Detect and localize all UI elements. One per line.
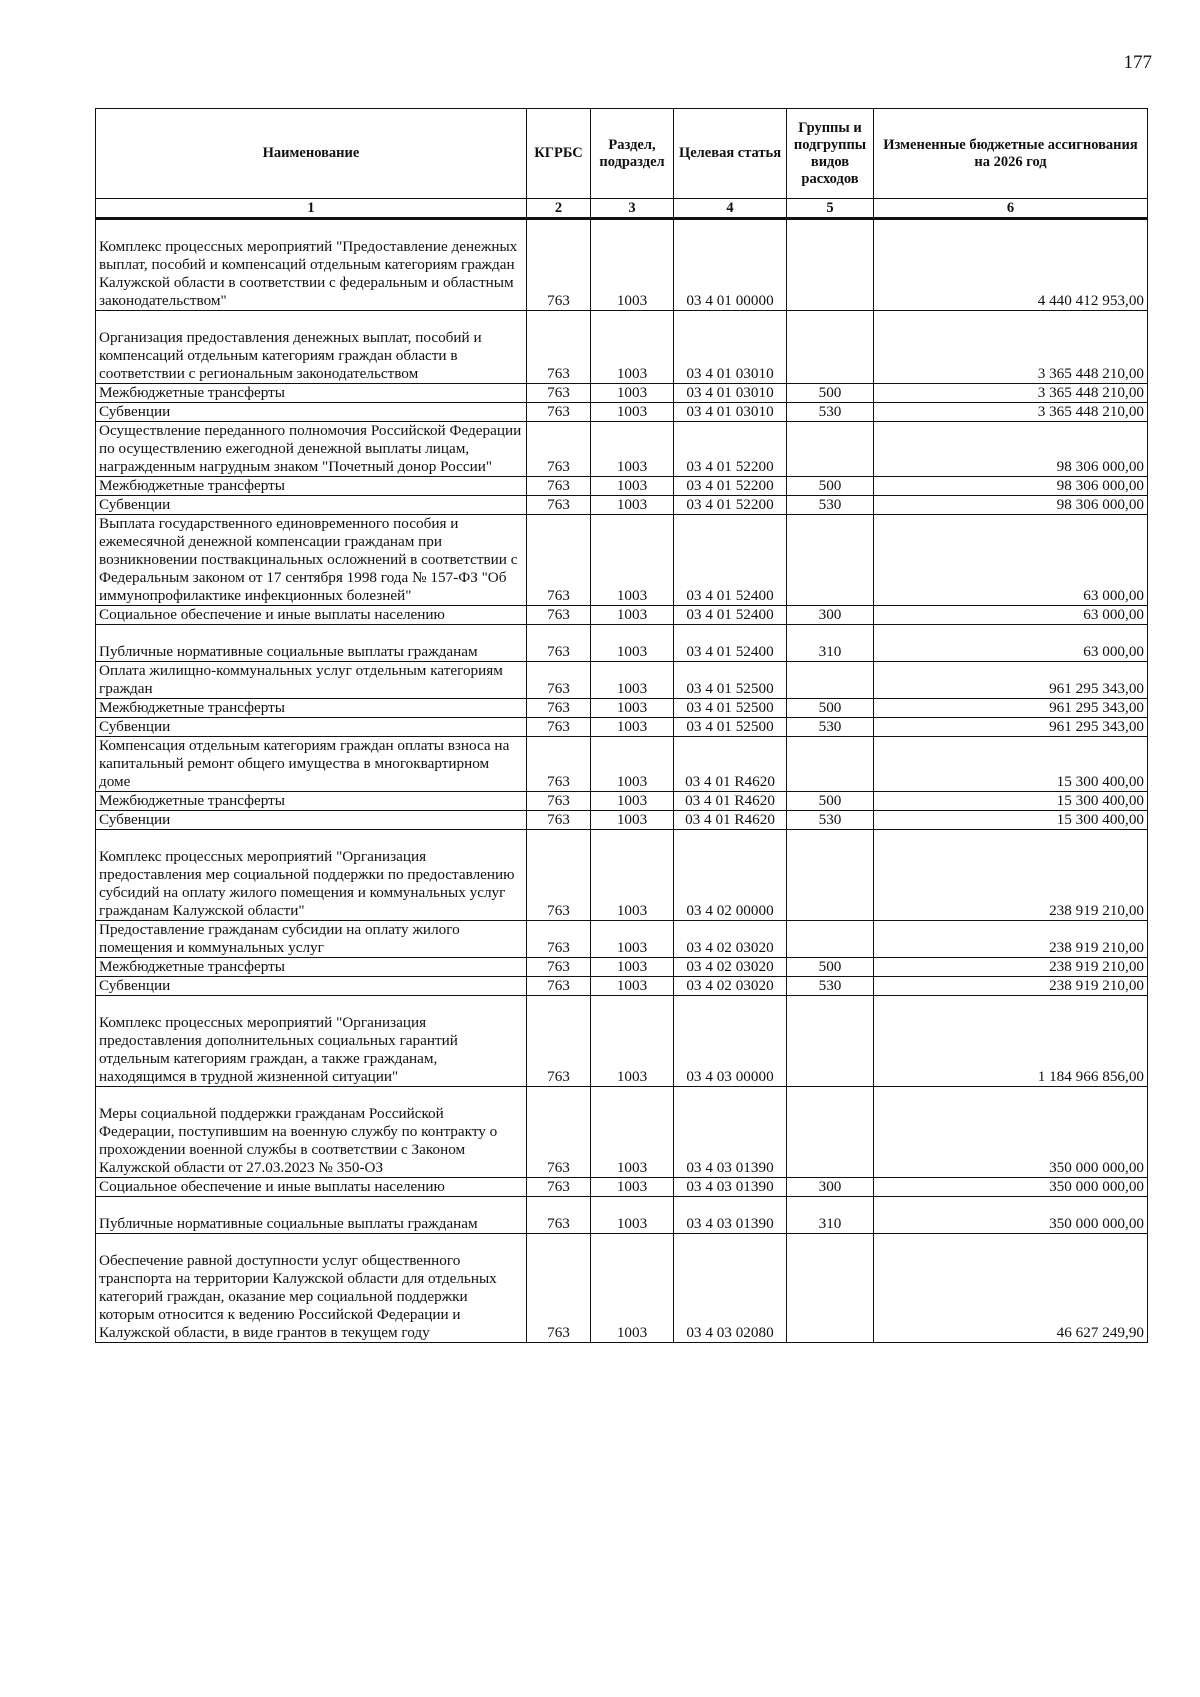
row-amount: 238 919 210,00 xyxy=(874,958,1148,977)
row-name: Субвенции xyxy=(96,496,527,515)
row-expense-group xyxy=(787,996,874,1087)
row-name: Компенсация отдельным категориям граждан оплаты взноса на капитальный ремонт общего имущества в многоквартирном доме xyxy=(96,737,527,792)
row-name: Комплекс процессных мероприятий "Организация предоставления мер социальной поддержки по предоставлению субсидий на оплату жилого помещения и коммунальных услуг гражданам Калужской области" xyxy=(96,830,527,921)
row-section: 1003 xyxy=(591,496,674,515)
row-target-article: 03 4 02 03020 xyxy=(674,921,787,958)
row-kgrbs: 763 xyxy=(527,718,591,737)
table-row xyxy=(96,958,1148,977)
row-amount: 350 000 000,00 xyxy=(874,1197,1148,1234)
row-name: Меры социальной поддержки гражданам Российской Федерации, поступившим на военную службу по контракту о прохождении военной службы в соответствии с Законом Калужской области от 27.03.2023 № 350-ОЗ xyxy=(96,1087,527,1178)
row-name: Комплекс процессных мероприятий "Организация предоставления дополнительных социальных гарантий отдельным категориям граждан, а также гражданам, находящимся в трудной жизненной ситуации" xyxy=(96,996,527,1087)
row-name: Оплата жилищно-коммунальных услуг отдельным категориям граждан xyxy=(96,662,527,699)
row-name: Комплекс процессных мероприятий "Предоставление денежных выплат, пособий и компенсаций отдельным категориям граждан Калужской области в соответствии с федеральным и областным законодательством" xyxy=(96,219,527,311)
row-name: Субвенции xyxy=(96,977,527,996)
row-target-article: 03 4 02 03020 xyxy=(674,958,787,977)
row-amount: 63 000,00 xyxy=(874,515,1148,606)
row-kgrbs: 763 xyxy=(527,219,591,311)
row-section: 1003 xyxy=(591,1087,674,1178)
table-row xyxy=(96,792,1148,811)
row-target-article: 03 4 03 01390 xyxy=(674,1178,787,1197)
row-name: Межбюджетные трансферты xyxy=(96,792,527,811)
page-number: 177 xyxy=(1123,52,1152,73)
table-row xyxy=(96,1087,1148,1178)
row-kgrbs: 763 xyxy=(527,403,591,422)
row-name: Субвенции xyxy=(96,811,527,830)
row-name: Межбюджетные трансферты xyxy=(96,958,527,977)
row-section: 1003 xyxy=(591,792,674,811)
row-name: Межбюджетные трансферты xyxy=(96,477,527,496)
table-row xyxy=(96,921,1148,958)
row-target-article: 03 4 02 00000 xyxy=(674,830,787,921)
row-section: 1003 xyxy=(591,311,674,384)
row-name: Публичные нормативные социальные выплаты гражданам xyxy=(96,1197,527,1234)
row-expense-group xyxy=(787,1234,874,1343)
row-section: 1003 xyxy=(591,718,674,737)
row-target-article: 03 4 01 52400 xyxy=(674,625,787,662)
row-section: 1003 xyxy=(591,422,674,477)
row-target-article: 03 4 02 03020 xyxy=(674,977,787,996)
column-number-row xyxy=(96,199,1148,219)
header-section: Раздел, подраздел xyxy=(591,109,674,199)
column-number: 5 xyxy=(787,199,874,219)
table-row xyxy=(96,699,1148,718)
row-amount: 961 295 343,00 xyxy=(874,699,1148,718)
row-expense-group: 500 xyxy=(787,384,874,403)
row-kgrbs: 763 xyxy=(527,1234,591,1343)
row-amount: 238 919 210,00 xyxy=(874,977,1148,996)
row-kgrbs: 763 xyxy=(527,1178,591,1197)
table-row xyxy=(96,515,1148,606)
header-kgrbs: КГРБС xyxy=(527,109,591,199)
row-target-article: 03 4 03 02080 xyxy=(674,1234,787,1343)
row-kgrbs: 763 xyxy=(527,737,591,792)
table-row xyxy=(96,403,1148,422)
row-target-article: 03 4 01 R4620 xyxy=(674,792,787,811)
row-amount: 15 300 400,00 xyxy=(874,811,1148,830)
row-expense-group xyxy=(787,422,874,477)
row-name: Выплата государственного единовременного пособия и ежемесячной денежной компенсации гражданам при возникновении поствакцинальных осложнений в соответствии с Федеральным законом от 17 сентября 1998 года № 157-ФЗ "Об иммунопрофилактике инфекционных болезней" xyxy=(96,515,527,606)
row-amount: 350 000 000,00 xyxy=(874,1178,1148,1197)
row-target-article: 03 4 01 52200 xyxy=(674,422,787,477)
row-amount: 98 306 000,00 xyxy=(874,496,1148,515)
table-row xyxy=(96,1178,1148,1197)
row-expense-group xyxy=(787,921,874,958)
row-section: 1003 xyxy=(591,477,674,496)
table-row xyxy=(96,496,1148,515)
column-number: 4 xyxy=(674,199,787,219)
column-number: 2 xyxy=(527,199,591,219)
row-amount: 3 365 448 210,00 xyxy=(874,403,1148,422)
row-kgrbs: 763 xyxy=(527,1087,591,1178)
row-expense-group xyxy=(787,662,874,699)
row-amount: 3 365 448 210,00 xyxy=(874,311,1148,384)
row-kgrbs: 763 xyxy=(527,977,591,996)
row-expense-group: 310 xyxy=(787,1197,874,1234)
row-name: Организация предоставления денежных выплат, пособий и компенсаций отдельным категориям граждан области в соответствии с региональным законодательством xyxy=(96,311,527,384)
row-name: Публичные нормативные социальные выплаты гражданам xyxy=(96,625,527,662)
column-number: 6 xyxy=(874,199,1148,219)
row-name: Межбюджетные трансферты xyxy=(96,384,527,403)
table-row xyxy=(96,718,1148,737)
row-kgrbs: 763 xyxy=(527,662,591,699)
row-section: 1003 xyxy=(591,996,674,1087)
row-expense-group xyxy=(787,515,874,606)
row-kgrbs: 763 xyxy=(527,996,591,1087)
row-name: Предоставление гражданам субсидии на оплату жилого помещения и коммунальных услуг xyxy=(96,921,527,958)
row-expense-group: 530 xyxy=(787,811,874,830)
row-section: 1003 xyxy=(591,515,674,606)
row-name: Осуществление переданного полномочия Российской Федерации по осуществлению ежегодной денежной выплаты лицам, награжденным нагрудным знаком "Почетный донор России" xyxy=(96,422,527,477)
row-section: 1003 xyxy=(591,625,674,662)
row-section: 1003 xyxy=(591,1178,674,1197)
row-name: Социальное обеспечение и иные выплаты населению xyxy=(96,606,527,625)
row-kgrbs: 763 xyxy=(527,515,591,606)
budget-table xyxy=(95,108,1148,1343)
row-expense-group: 500 xyxy=(787,792,874,811)
row-kgrbs: 763 xyxy=(527,699,591,718)
row-name: Межбюджетные трансферты xyxy=(96,699,527,718)
row-amount: 961 295 343,00 xyxy=(874,718,1148,737)
table-row xyxy=(96,996,1148,1087)
row-section: 1003 xyxy=(591,811,674,830)
table-row xyxy=(96,662,1148,699)
table-row xyxy=(96,422,1148,477)
row-expense-group xyxy=(787,830,874,921)
row-section: 1003 xyxy=(591,958,674,977)
row-expense-group: 530 xyxy=(787,977,874,996)
row-target-article: 03 4 03 01390 xyxy=(674,1197,787,1234)
row-expense-group: 310 xyxy=(787,625,874,662)
row-amount: 238 919 210,00 xyxy=(874,830,1148,921)
row-target-article: 03 4 01 R4620 xyxy=(674,737,787,792)
table-row xyxy=(96,977,1148,996)
row-kgrbs: 763 xyxy=(527,792,591,811)
row-section: 1003 xyxy=(591,219,674,311)
row-section: 1003 xyxy=(591,830,674,921)
row-amount: 46 627 249,90 xyxy=(874,1234,1148,1343)
row-amount: 15 300 400,00 xyxy=(874,737,1148,792)
row-amount: 350 000 000,00 xyxy=(874,1087,1148,1178)
table-row xyxy=(96,830,1148,921)
row-kgrbs: 763 xyxy=(527,811,591,830)
row-kgrbs: 763 xyxy=(527,1197,591,1234)
row-section: 1003 xyxy=(591,662,674,699)
row-expense-group: 500 xyxy=(787,699,874,718)
row-target-article: 03 4 01 52500 xyxy=(674,718,787,737)
row-target-article: 03 4 01 52500 xyxy=(674,662,787,699)
row-section: 1003 xyxy=(591,977,674,996)
row-section: 1003 xyxy=(591,699,674,718)
row-expense-group: 300 xyxy=(787,606,874,625)
table-row xyxy=(96,1234,1148,1343)
row-kgrbs: 763 xyxy=(527,422,591,477)
row-amount: 3 365 448 210,00 xyxy=(874,384,1148,403)
row-target-article: 03 4 01 52400 xyxy=(674,515,787,606)
row-amount: 63 000,00 xyxy=(874,625,1148,662)
table-row xyxy=(96,625,1148,662)
header-group: Группы и подгруппы видов расходов xyxy=(787,109,874,199)
row-kgrbs: 763 xyxy=(527,496,591,515)
header-amount: Измененные бюджетные ассигнования на 2026 год xyxy=(874,109,1148,199)
row-amount: 15 300 400,00 xyxy=(874,792,1148,811)
row-target-article: 03 4 01 52200 xyxy=(674,477,787,496)
row-kgrbs: 763 xyxy=(527,921,591,958)
row-amount: 1 184 966 856,00 xyxy=(874,996,1148,1087)
row-amount: 238 919 210,00 xyxy=(874,921,1148,958)
table-row xyxy=(96,811,1148,830)
column-number: 3 xyxy=(591,199,674,219)
row-kgrbs: 763 xyxy=(527,384,591,403)
table-row xyxy=(96,606,1148,625)
row-section: 1003 xyxy=(591,606,674,625)
row-expense-group: 500 xyxy=(787,958,874,977)
table-row xyxy=(96,311,1148,384)
row-target-article: 03 4 01 03010 xyxy=(674,384,787,403)
row-name: Субвенции xyxy=(96,403,527,422)
row-section: 1003 xyxy=(591,1197,674,1234)
row-expense-group: 530 xyxy=(787,718,874,737)
row-target-article: 03 4 01 52500 xyxy=(674,699,787,718)
row-section: 1003 xyxy=(591,384,674,403)
row-name: Обеспечение равной доступности услуг общественного транспорта на территории Калужской области для отдельных категорий граждан, оказание мер социальной поддержки которым относится к ведению Российской Федерации и Калужской области, в виде грантов в текущем году xyxy=(96,1234,527,1343)
table-row xyxy=(96,384,1148,403)
row-name: Субвенции xyxy=(96,718,527,737)
table-row xyxy=(96,737,1148,792)
row-expense-group: 530 xyxy=(787,403,874,422)
row-amount: 98 306 000,00 xyxy=(874,477,1148,496)
header-name: Наименование xyxy=(96,109,527,199)
row-expense-group: 530 xyxy=(787,496,874,515)
row-kgrbs: 763 xyxy=(527,958,591,977)
row-target-article: 03 4 01 03010 xyxy=(674,403,787,422)
row-target-article: 03 4 01 03010 xyxy=(674,311,787,384)
row-kgrbs: 763 xyxy=(527,311,591,384)
row-target-article: 03 4 03 00000 xyxy=(674,996,787,1087)
row-expense-group xyxy=(787,1087,874,1178)
row-amount: 4 440 412 953,00 xyxy=(874,219,1148,311)
row-section: 1003 xyxy=(591,737,674,792)
row-kgrbs: 763 xyxy=(527,477,591,496)
row-expense-group: 500 xyxy=(787,477,874,496)
row-kgrbs: 763 xyxy=(527,830,591,921)
row-target-article: 03 4 01 R4620 xyxy=(674,811,787,830)
column-number: 1 xyxy=(96,199,527,219)
row-kgrbs: 763 xyxy=(527,606,591,625)
table-row xyxy=(96,1197,1148,1234)
row-amount: 98 306 000,00 xyxy=(874,422,1148,477)
header-row xyxy=(96,109,1148,199)
row-expense-group: 300 xyxy=(787,1178,874,1197)
row-expense-group xyxy=(787,737,874,792)
table-row xyxy=(96,219,1148,311)
row-name: Социальное обеспечение и иные выплаты населению xyxy=(96,1178,527,1197)
row-target-article: 03 4 03 01390 xyxy=(674,1087,787,1178)
row-amount: 63 000,00 xyxy=(874,606,1148,625)
row-section: 1003 xyxy=(591,921,674,958)
row-target-article: 03 4 01 00000 xyxy=(674,219,787,311)
row-target-article: 03 4 01 52400 xyxy=(674,606,787,625)
row-target-article: 03 4 01 52200 xyxy=(674,496,787,515)
row-expense-group xyxy=(787,311,874,384)
header-target: Целевая статья xyxy=(674,109,787,199)
table-row xyxy=(96,477,1148,496)
row-section: 1003 xyxy=(591,1234,674,1343)
row-kgrbs: 763 xyxy=(527,625,591,662)
row-expense-group xyxy=(787,219,874,311)
row-amount: 961 295 343,00 xyxy=(874,662,1148,699)
row-section: 1003 xyxy=(591,403,674,422)
